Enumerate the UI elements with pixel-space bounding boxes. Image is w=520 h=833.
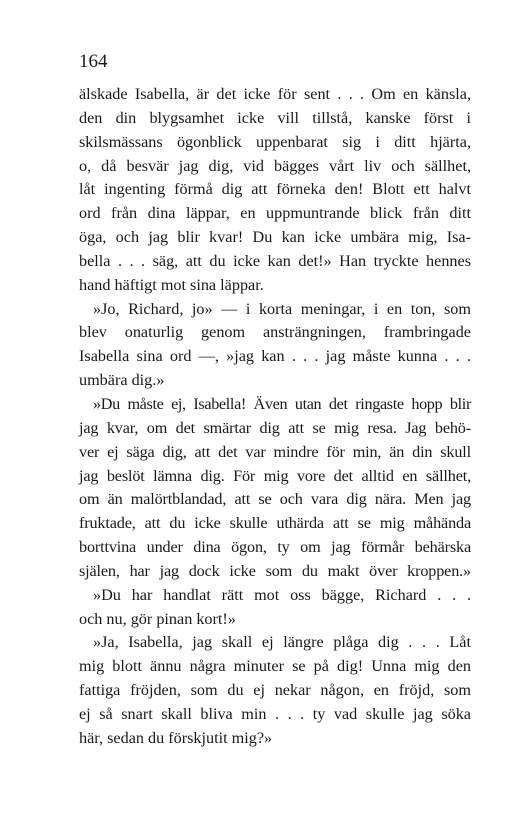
body-text xyxy=(79,83,471,751)
text-line: blev onaturlig genom ansträngningen, frambringade xyxy=(79,323,471,342)
text-line: umbära dig.» xyxy=(79,371,165,390)
text-line: jag beslöt lämna dig. För mig vore det alltid en sällhet, xyxy=(79,466,471,485)
text-line: Isabella sina ord —, »jag kan . . . jag måste kunna . . . xyxy=(79,347,471,366)
text-line: o, då besvär jag dig, vid bägges vårt liv och sällhet, xyxy=(79,156,471,175)
text-line: den din blygsamhet icke vill tillstå, kanske först i xyxy=(79,108,471,127)
text-line: ord från dina läppar, en uppmuntrande blick från ditt xyxy=(79,204,471,223)
text-line: och nu, gör pinan kort!» xyxy=(79,609,236,628)
text-line: om än malörtblandad, att se och vara dig nära. Men jag xyxy=(79,490,471,509)
text-line: själen, har jag dock icke som du makt över kroppen.» xyxy=(79,561,471,580)
text-line: låt ingenting förmå dig att förneka den! Blott ett halvt xyxy=(79,180,471,199)
text-line: »Ja, Isabella, jag skall ej längre plåga dig . . . Låt xyxy=(93,633,471,652)
text-line: hand häftigt mot sina läppar. xyxy=(79,275,264,294)
text-line: älskade Isabella, är det icke för sent . . . Om en känsla, xyxy=(79,85,471,103)
text-line: fattiga fröjden, som du ej nekar någon, en fröjd, som xyxy=(79,681,471,700)
text-line: »Du har handlat rätt mot oss bägge, Richard . . . xyxy=(93,585,471,604)
text-line: borttvina under dina ögon, ty om jag förmår behärska xyxy=(79,538,471,557)
text-line: »Jo, Richard, jo» — i korta meningar, i en ton, som xyxy=(93,299,471,318)
page-number: 164 xyxy=(79,51,108,72)
text-line: jag kvar, om det smärtar dig att se mig resa. Jag behö- xyxy=(79,418,471,437)
text-line: här, sedan du förskjutit mig?» xyxy=(79,728,273,747)
text-line: ej så snart skall bliva min . . . ty vad skulle jag söka xyxy=(79,704,471,723)
text-line: skilsmässans ögonblick uppenbarat sig i ditt hjärta, xyxy=(79,132,471,151)
text-line: bella . . . säg, att du icke kan det!» Han tryckte hennes xyxy=(79,251,471,270)
text-line: öga, och jag blir kvar! Du kan icke umbära mig, Isa- xyxy=(79,228,471,247)
text-line: fruktade, att du icke skulle uthärda att se mig måhända xyxy=(79,514,471,533)
text-line: ver ej säga dig, att det var mindre för min, än din skull xyxy=(79,442,471,461)
text-line: »Du måste ej, Isabella! Även utan det ringaste hopp blir xyxy=(93,394,471,413)
text-line: mig blott ännu några minuter se på dig! Unna mig den xyxy=(79,657,471,676)
